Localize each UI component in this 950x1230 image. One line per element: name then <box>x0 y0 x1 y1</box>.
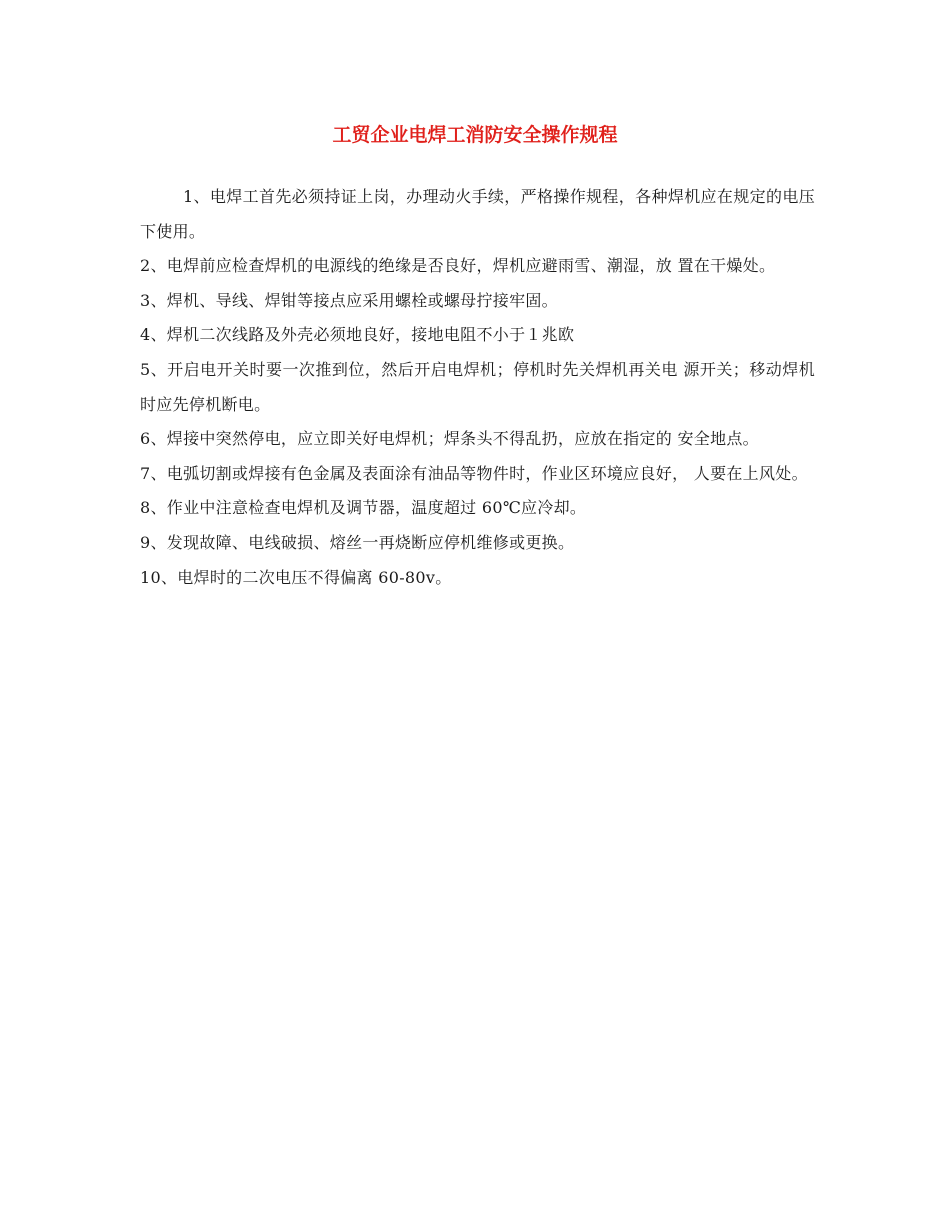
rule-paragraph-6: 6、焊接中突然停电，应立即关好电焊机；焊条头不得乱扔，应放在指定的 安全地点。 <box>140 429 759 449</box>
rule-paragraph-4: 4、焊机二次线路及外壳必须地良好，接地电阻不小于１兆欧 <box>140 325 575 345</box>
document-body <box>140 180 815 595</box>
rule-paragraph-1: 1、电焊工首先必须持证上岗，办理动火手续，严格操作规程，各种焊机应在规定的电压下使用。 <box>140 187 815 241</box>
rule-paragraph-9: 9、发现故障、电线破损、熔丝一再烧断应停机维修或更换。 <box>140 532 575 552</box>
rule-paragraph-3: 3、焊机、导线、焊钳等接点应采用螺栓或螺母拧接牢固。 <box>140 290 558 310</box>
rule-paragraph-10: 10、电焊时的二次电压不得偏离 60-80v。 <box>140 567 452 587</box>
rule-paragraph-2: 2、电焊前应检查焊机的电源线的绝缘是否良好，焊机应避雨雪、潮湿，放 置在干燥处。 <box>140 256 776 276</box>
document-title: 工贸企业电焊工消防安全操作规程 <box>332 124 618 146</box>
rule-paragraph-5: 5、开启电开关时要一次推到位，然后开启电焊机；停机时先关焊机再关电 源开关；移动焊机时应先停机断电。 <box>140 359 815 414</box>
rule-paragraph-7: 7、电弧切割或焊接有色金属及表面涂有油品等物件时，作业区环境应良好， 人要在上风处。 <box>140 463 808 483</box>
rule-paragraph-8: 8、作业中注意检查电焊机及调节器，温度超过 60℃应冷却。 <box>140 498 587 518</box>
